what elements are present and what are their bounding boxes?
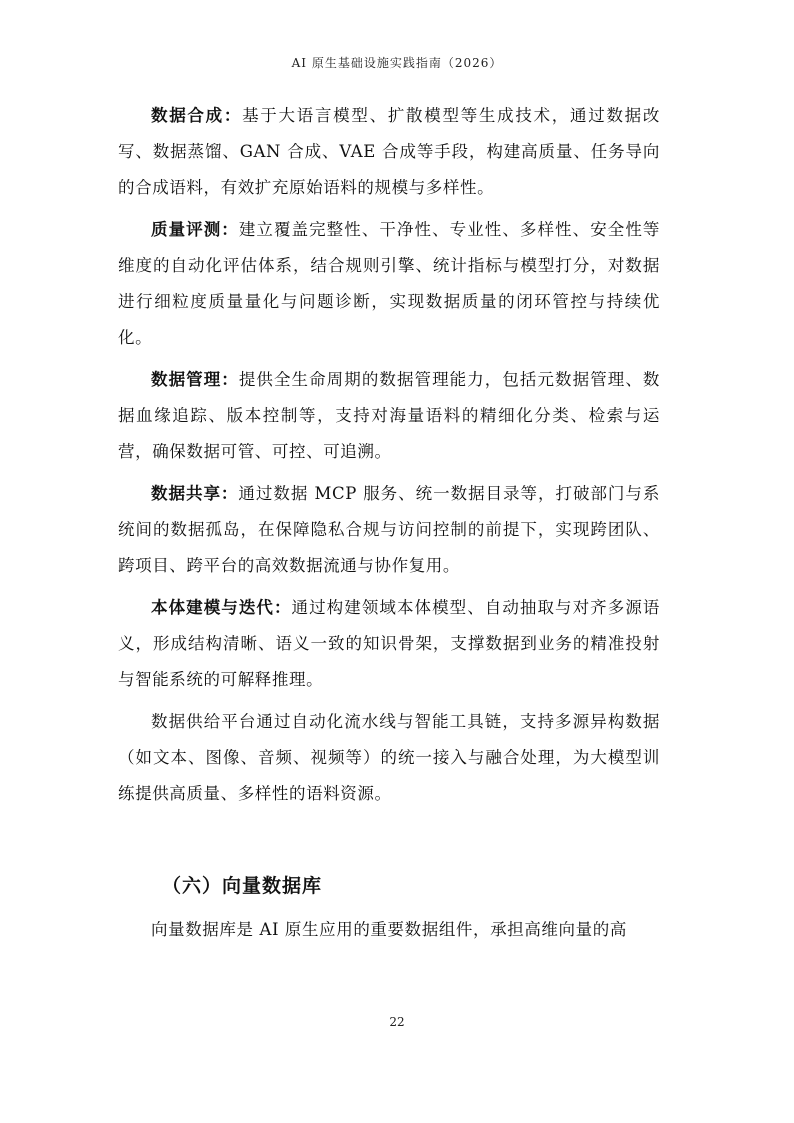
term-label: 数据管理： [151,370,239,389]
term-label: 数据合成： [151,106,243,125]
paragraph-vector-db-intro: 向量数据库是 AI 原生应用的重要数据组件，承担高维向量的高 [151,920,627,939]
term-label: 本体建模与迭代： [151,598,292,617]
paragraph-summary: 数据供给平台通过自动化流水线与智能工具链，支持多源异构数据（如文本、图像、音频、视频等）的统一接入与融合处理，为大模型训练提供高质量、多样性的语料资源。 [118,712,660,803]
paragraph-text: 基于大语言模型、扩散模型等生成技术，通过数据改写、数据蒸馏、GAN 合成、VAE 合成等手段，构建高质量、任务导向的合成语料，有效扩充原始语料的规模与多样性。 [118,106,660,197]
paragraph-quality-evaluation [118,212,660,356]
page-number: 22 [389,1015,405,1029]
paragraph-text: 建立覆盖完整性、干净性、专业性、多样性、安全性等维度的自动化评估体系，结合规则引擎、统计指标与模型打分，对数据进行细粒度质量量化与问题诊断，实现数据质量的闭环管控与持续优化。 [118,220,660,347]
paragraph-text: 通过构建领域本体模型、自动抽取与对齐多源语义，形成结构清晰、语义一致的知识骨架，支撑数据到业务的精准投射与智能系统的可解释推理。 [118,598,660,689]
paragraph-ontology-modeling [118,590,660,698]
paragraph-text: 提供全生命周期的数据管理能力，包括元数据管理、数据血缘追踪、版本控制等，支持对海量语料的精细化分类、检索与运营，确保数据可管、可控、可追溯。 [118,370,660,461]
paragraph-text: 通过数据 MCP 服务、统一数据目录等，打破部门与系统间的数据孤岛，在保障隐私合规与访问控制的前提下，实现跨团队、跨项目、跨平台的高效数据流通与协作复用。 [118,484,660,575]
page-header: AI 原生基础设施实践指南（2026） [291,56,503,70]
term-label: 质量评测： [151,220,239,239]
document-body [118,98,660,954]
term-label: 数据共享： [151,484,239,503]
paragraph-data-management [118,362,660,470]
paragraph-data-synthesis [118,98,660,206]
paragraph-data-sharing [118,476,660,584]
section-heading: （六）向量数据库 [162,875,323,897]
